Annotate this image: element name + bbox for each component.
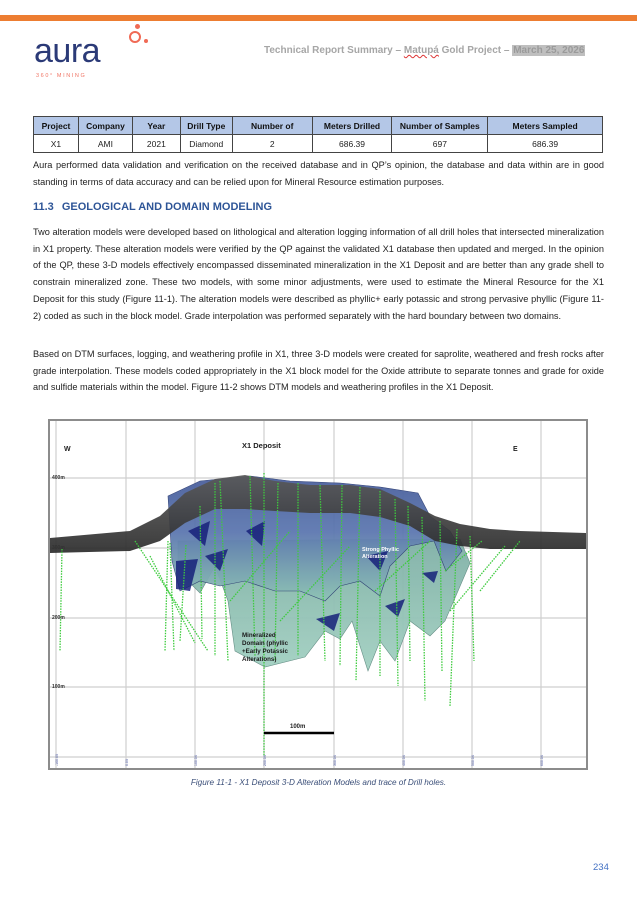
easting-label: 100.0X — [194, 754, 198, 766]
elevation-label: 100m — [52, 684, 65, 690]
header-project-name: Matupá — [403, 45, 439, 56]
svg-text:Alteration: Alteration — [362, 554, 388, 560]
aura-logo — [34, 24, 154, 84]
elevation-label: 400m — [52, 475, 65, 481]
svg-text:Domain (phyllic: Domain (phyllic — [242, 640, 289, 647]
table-cell: 686.39 — [488, 135, 603, 153]
cross-section-graphic — [50, 421, 586, 768]
easting-label: -100.0X — [55, 753, 59, 766]
header-date: March 25, 2026 — [513, 45, 585, 56]
column-header: Meters Drilled — [312, 117, 392, 135]
easting-label: 400.0X — [402, 754, 406, 766]
svg-text:+Early Potassic: +Early Potassic — [242, 648, 288, 655]
section-heading — [33, 201, 272, 213]
easting-label: 0.0X — [125, 758, 129, 766]
figure-x1-deposit-section — [48, 419, 588, 770]
easting-label: 300.0X — [333, 754, 337, 766]
figure-title: X1 Deposit — [242, 441, 281, 450]
easting-label: 600.0X — [540, 754, 544, 766]
table-cell: 2021 — [132, 135, 180, 153]
table-cell: X1 — [34, 135, 79, 153]
table-row — [34, 135, 603, 153]
logo-ring-icon — [129, 31, 141, 43]
paragraph-alteration-models: Two alteration models were developed based on lithological and alteration logging information of all drill holes that intersected mineralization in X1 property. These alteration models were verified by the QP against the validated X1 database then updated and merged. In the opinion of the QP, these 3-D models effectively encompassed disseminated mineralization in the X1 Deposit and are better than any grade shell to constrain mineralized zone. These two models, with some minor adjustments, were used to estimate the Mineral Resource for the X1 Deposit for this study (Figure 11-1). The alteration models were described as phyllic+ early potassic and strong pervasive phyllic (Figure 11-2) coded as such in the block model. Grade interpolation was performed separately with the hard boundary between two domains. — [33, 227, 604, 321]
section-number: 11.3 — [33, 201, 54, 213]
east-label: E — [513, 446, 518, 453]
column-header: Meters Sampled — [488, 117, 603, 135]
elevation-label: 200m — [52, 615, 65, 621]
column-header: Number of — [232, 117, 312, 135]
page-number: 234 — [593, 862, 609, 873]
svg-text:Strong Phyllic: Strong Phyllic — [362, 547, 399, 553]
column-header: Year — [132, 117, 180, 135]
scale-bar-label: 100m — [290, 724, 306, 730]
logo-tagline: 360° MINING — [36, 73, 87, 79]
easting-label: 500.0X — [471, 754, 475, 766]
column-header: Number of Samples — [392, 117, 488, 135]
column-header: Drill Type — [180, 117, 232, 135]
paragraph-dtm-models: Based on DTM surfaces, logging, and weathering profile in X1, three 3-D models were created for saprolite, weathered and fresh rocks after grade interpolation. These models coded appropriately in the X1 block model for the Oxide attribute to separate tonnes and grade for oxide and sulfide materials within the model. Figure 11-2 shows DTM models and weathering profiles in the X1 Deposit. — [33, 349, 604, 393]
table-cell: Diamond — [180, 135, 232, 153]
table-header-row — [34, 117, 603, 135]
easting-label: 200.0X — [263, 754, 267, 766]
easting-labels — [55, 753, 544, 766]
header-title-prefix: Technical Report Summary – — [264, 45, 404, 56]
table-cell: 2 — [232, 135, 312, 153]
elevation-label: 300m — [52, 545, 65, 551]
logo-dot-icon — [144, 39, 148, 43]
west-label: W — [64, 446, 71, 453]
section-title: GEOLOGICAL AND DOMAIN MODELING — [61, 201, 273, 213]
svg-text:Mineralized: Mineralized — [242, 632, 276, 639]
paragraph-data-validation: Aura performed data validation and verification on the received database and in QP’s opinion, the database and data within are in good standing in terms of data accuracy and can be relied upon for Mineral Resource estimation purposes. — [33, 160, 604, 187]
svg-text:Alterations): Alterations) — [242, 656, 277, 663]
column-header: Company — [78, 117, 132, 135]
table-cell: AMI — [78, 135, 132, 153]
header-title-middle: Gold Project – — [438, 45, 513, 56]
running-header — [264, 45, 585, 56]
logo-dot-icon — [135, 24, 140, 29]
table-cell: 697 — [392, 135, 488, 153]
figure-caption: Figure 11-1 - X1 Deposit 3-D Alteration Models and trace of Drill holes. — [190, 778, 447, 787]
drilling-summary-table — [33, 116, 603, 153]
table-cell: 686.39 — [312, 135, 392, 153]
header-accent-bar — [0, 15, 637, 21]
column-header: Project — [34, 117, 79, 135]
logo-wordmark: aura — [34, 32, 101, 70]
